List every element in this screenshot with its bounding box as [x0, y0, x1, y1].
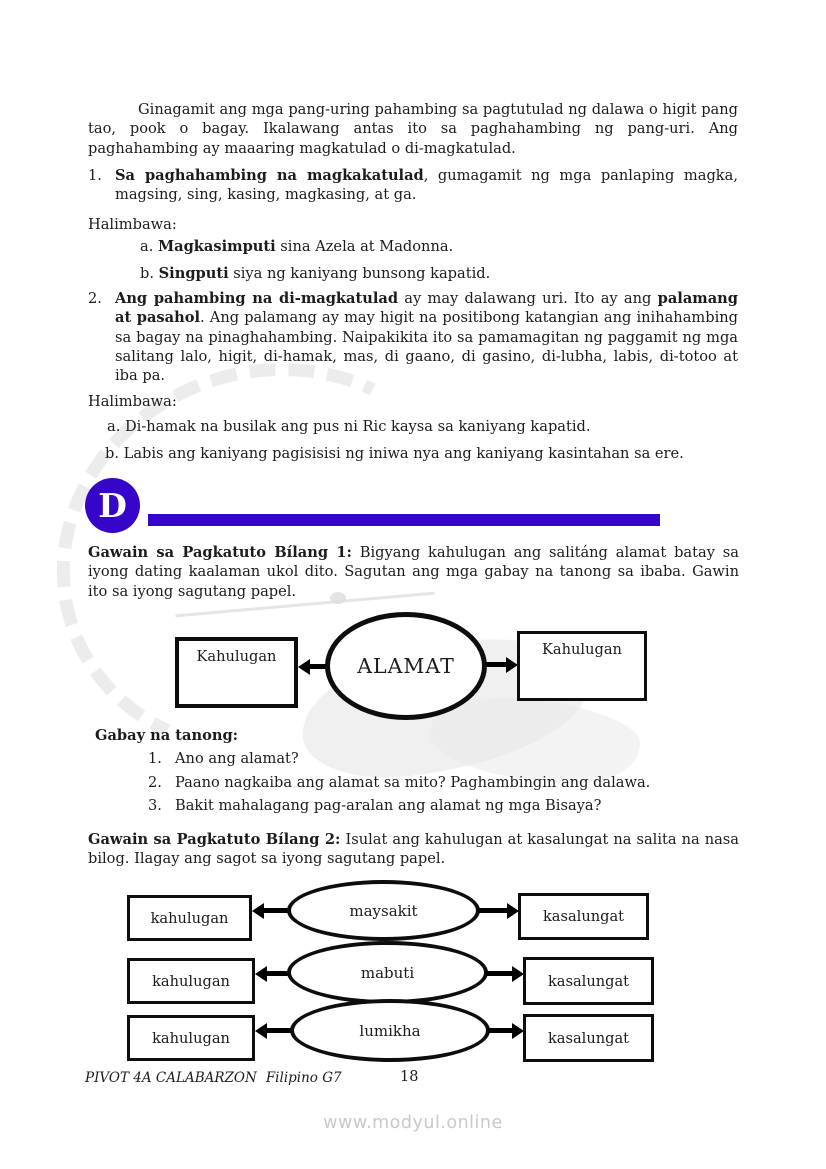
example-2a — [107, 417, 727, 436]
footer-source-module: PIVOT 4A CALABARZON — [85, 1070, 257, 1086]
question-1-marker: 1. — [148, 750, 162, 767]
example-1b-keyword: Singputi — [158, 265, 229, 282]
alamat-ellipse: ALAMAT — [325, 612, 487, 720]
example-2b — [105, 444, 725, 463]
item-2-marker: 2. — [88, 290, 102, 307]
example-1b-text: siya ng kaniyang bunsong kapatid. — [228, 265, 491, 282]
site-watermark: www.modyul.online — [323, 1113, 503, 1133]
example-1b-marker: b. — [140, 265, 154, 282]
footer-source — [85, 1070, 342, 1086]
guide-questions-list — [148, 750, 708, 821]
lumikha-ellipse: lumikha — [290, 999, 490, 1062]
question-3-marker: 3. — [148, 797, 162, 814]
guide-questions-label: Gabay na tanong: — [95, 727, 239, 744]
arrow-left-icon — [263, 908, 288, 913]
question-3-text: Bakit mahalagang pag-aralan ang alamat ng mga Bisaya? — [175, 797, 602, 814]
example-1a-text: sina Azela at Madonna. — [275, 238, 454, 255]
section-letter-badge: D — [85, 478, 140, 533]
item-1-marker: 1. — [88, 167, 102, 184]
arrow-right-icon — [485, 662, 507, 667]
activity-1-title: Gawain sa Pagkatuto Bílang 1: — [88, 544, 352, 561]
word-meaning-diagram — [0, 880, 826, 1070]
activity-1-paragraph — [88, 543, 739, 601]
activity-2-title: Gawain sa Pagkatuto Bílang 2: — [88, 831, 341, 848]
example-2b-marker: b. — [105, 445, 119, 462]
section-divider-line — [148, 514, 660, 526]
halimbawa-label-2: Halimbawa: — [88, 393, 177, 410]
example-1a-marker: a. — [140, 238, 154, 255]
example-2a-text: Di-hamak na busilak ang pus ni Ric kaysa sa kaniyang kapatid. — [124, 418, 591, 435]
kahulugan-right-box: Kahulugan — [517, 631, 647, 701]
question-item — [148, 774, 708, 792]
example-1a-keyword: Magkasimputi — [157, 238, 276, 255]
item-1-text: Sa paghahambing na magkakatulad, gumagamit ng mga panlaping magka, magsing, sing, kasing, magkasing, at ga. — [115, 167, 738, 204]
arrow-right-icon — [486, 971, 513, 976]
kahulugan-left-box: Kahulugan — [175, 637, 298, 708]
example-2b-text: Labis ang kaniyang pagisisisi ng iniwa nya ang kaniyang kasintahan sa ere. — [123, 445, 684, 462]
alamat-diagram — [0, 610, 826, 725]
activity-2-paragraph — [88, 830, 739, 869]
question-item — [148, 797, 708, 815]
example-1a — [140, 237, 760, 256]
question-1-text: Ano ang alamat? — [175, 750, 299, 767]
numbered-item-1 — [88, 166, 738, 205]
kasalungat-box-row3: kasalungat — [523, 1014, 654, 1062]
footer-source-subject: Filipino G7 — [265, 1070, 342, 1086]
intro-paragraph: Ginagamit ang mga pang-uring pahambing sa pagtutulad ng dalawa o higit pang tao, pook o bagay. Ikalawang antas ito sa paghahambing ng pang-uri. Ang paghahambing ay maaaring magkatulad o di-magkatulad. — [88, 101, 738, 157]
item-2-text: Ang pahambing na di-magkatulad ay may dalawang uri. Ito ay ang palamang at pasahol. Ang palamang ay may higit na positibong katangian ang inihahambing sa bagay na pinaghahambing. Naipakikita ito sa pamamagitan ng paggamit ng mga salitang lalo, higit, di-hamak, mas, di gaano, di gasino, di-lubha, labis, di-totoo at iba pa. — [115, 290, 738, 385]
arrow-left-icon — [266, 1028, 291, 1033]
arrow-left-icon — [266, 971, 288, 976]
kahulugan-box-row3: kahulugan — [127, 1015, 255, 1061]
question-2-marker: 2. — [148, 773, 162, 791]
mabuti-ellipse: mabuti — [287, 941, 488, 1004]
halimbawa-label-1: Halimbawa: — [88, 216, 177, 233]
question-2-text: Paano nagkaiba ang alamat sa mito? Paghambingin ang dalawa. — [175, 773, 651, 791]
page-number: 18 — [400, 1069, 419, 1085]
kasalungat-box-row1: kasalungat — [518, 893, 649, 940]
arrow-right-icon — [478, 908, 508, 913]
activity-2-text: Isulat ang kahulugan at kasalungat na salita na nasa bilog. Ilagay ang sagot sa iyong sagutang papel. — [88, 831, 739, 868]
maysakit-ellipse: maysakit — [287, 880, 480, 941]
numbered-item-2 — [88, 289, 738, 385]
kahulugan-box-row1: kahulugan — [127, 895, 252, 941]
example-2a-marker: a. — [107, 418, 121, 435]
question-item — [148, 750, 708, 768]
arrow-right-icon — [488, 1028, 513, 1033]
kasalungat-box-row2: kasalungat — [523, 957, 654, 1005]
example-1b — [140, 264, 760, 283]
kahulugan-box-row2: kahulugan — [127, 958, 255, 1004]
activity-1-text: Bigyang kahulugan ang salitáng alamat batay sa iyong dating kaalaman ukol dito. Sagutan ang mga gabay na tanong sa ibaba. Gawin ito sa iyong sagutang papel. — [88, 544, 739, 600]
